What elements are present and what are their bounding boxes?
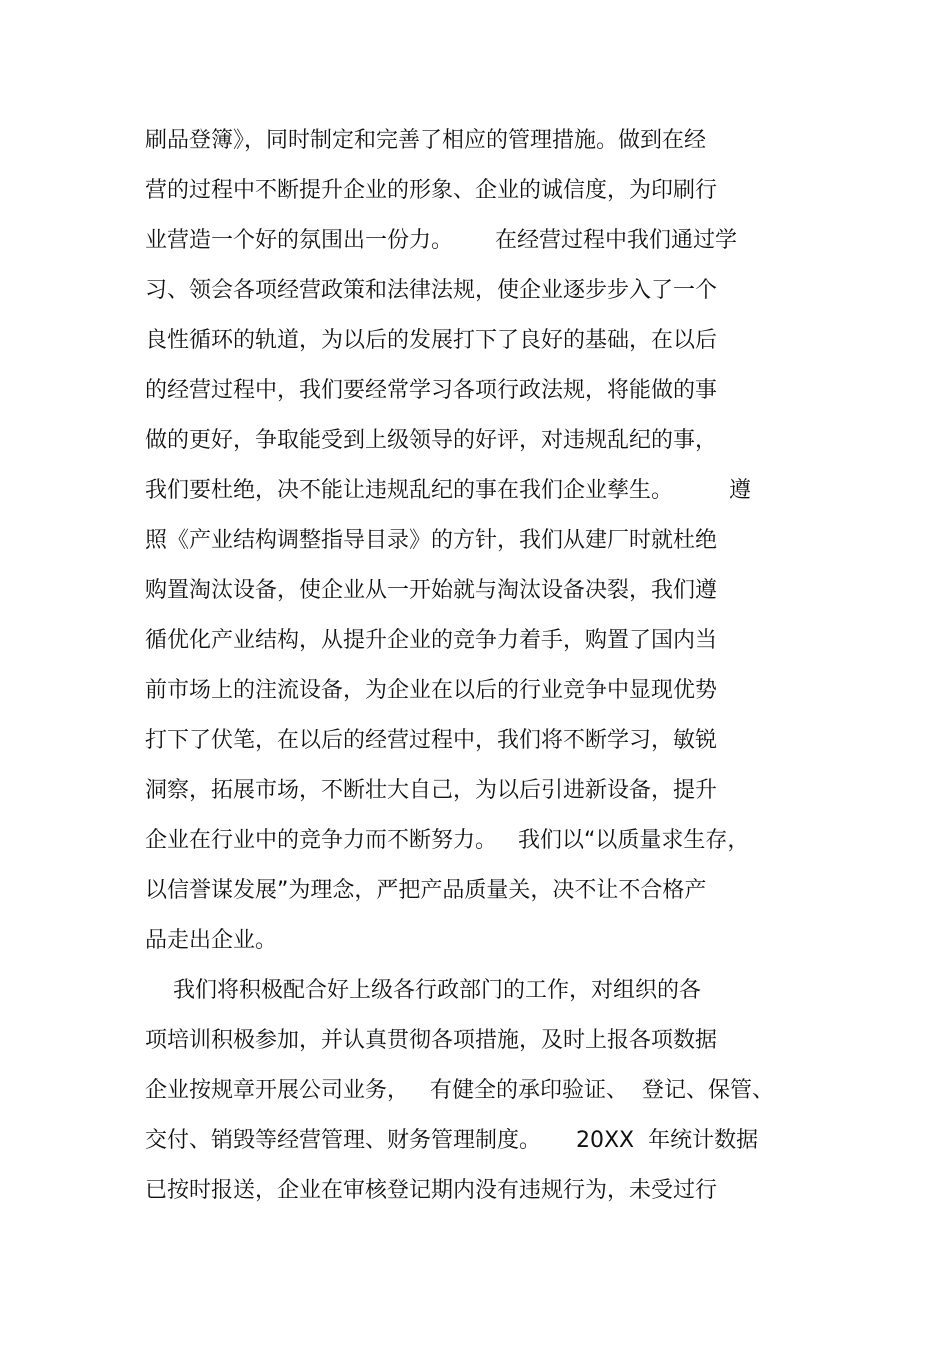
text-line: 购置淘汰设备，使企业从一开始就与淘汰设备决裂，我们遵 (145, 578, 718, 603)
text-line: 我们要杜绝，决不能让违规乱纪的事在我们企业孳生。 遵 (145, 478, 751, 503)
text-line: 交付、销毁等经营管理、财务管理制度。 20XX 年统计数据 (145, 1128, 759, 1153)
text-line: 良性循环的轨道，为以后的发展打下了良好的基础，在以后 (145, 328, 718, 353)
text-line: 循优化产业结构，从提升企业的竞争力着手，购置了国内当 (145, 628, 718, 653)
text-line: 照《产业结构调整指导目录》的方针，我们从建厂时就杜绝 (145, 528, 718, 553)
text-line: 前市场上的注流设备，为企业在以后的行业竞争中显现优势 (145, 678, 718, 703)
paragraph-start-line: 我们将积极配合好上级各行政部门的工作，对组织的各 (145, 978, 701, 1003)
text-line: 以信誉谋发展”为理念，严把产品质量关，决不让不合格产 (145, 878, 707, 903)
text-line: 业营造一个好的氛围出一份力。 在经营过程中我们通过学 (145, 228, 737, 253)
text-line: 企业在行业中的竞争力而不断努力。 我们以“以质量求生存， (145, 828, 750, 853)
text-line: 做的更好，争取能受到上级领导的好评，对违规乱纪的事， (145, 428, 718, 453)
text-line: 企业按规章开展公司业务， 有健全的承印验证、 登记、保管、 (145, 1078, 774, 1103)
text-line: 习、领会各项经营政策和法律法规，使企业逐步步入了一个 (145, 278, 718, 303)
text-line: 洞察，拓展市场，不断壮大自己，为以后引进新设备，提升 (145, 778, 718, 803)
text-line: 品走出企业。 (145, 928, 278, 953)
text-line: 刷品登簿》，同时制定和完善了相应的管理措施。做到在经 (145, 128, 707, 153)
text-line: 打下了伏笔，在以后的经营过程中，我们将不断学习，敏锐 (145, 728, 718, 753)
text-line: 项培训积极参加，并认真贯彻各项措施，及时上报各项数据 (145, 1028, 718, 1053)
text-line: 已按时报送，企业在审核登记期内没有违规行为，未受过行 (145, 1178, 718, 1203)
text-line: 营的过程中不断提升企业的形象、企业的诚信度，为印刷行 (145, 178, 718, 203)
text-line: 的经营过程中，我们要经常学习各项行政法规，将能做的事 (145, 378, 718, 403)
